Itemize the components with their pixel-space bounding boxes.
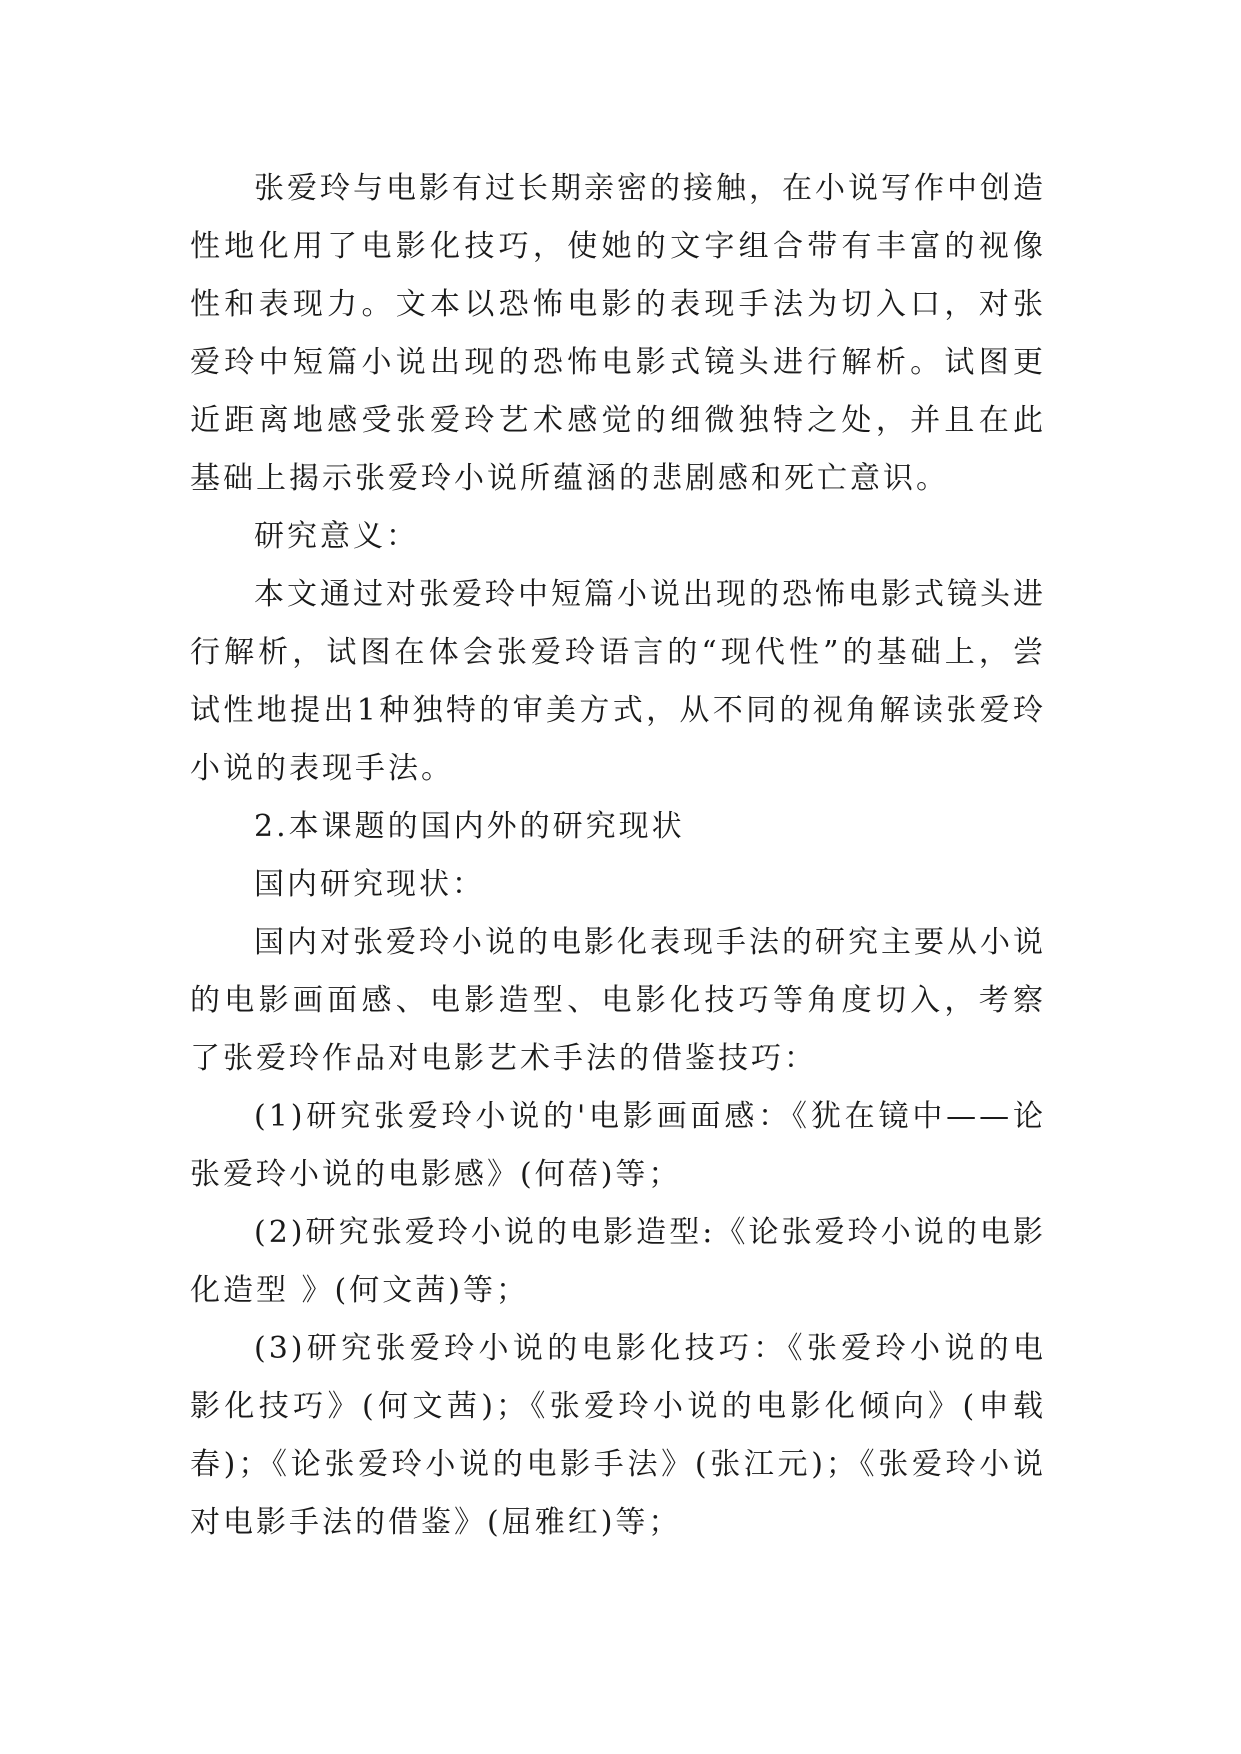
paragraph-domestic-heading: 国内研究现状： — [254, 867, 485, 902]
paragraph-significance: 本文通过对张爱玲中短篇小说出现的恐怖电影式镜头进行解析，试图在体会张爱玲语言的“现代性”的基础上，尝试性地提出1种独特的审美方式，从不同的视角解读张爱玲小说的表现手法。 — [190, 577, 1046, 786]
document-body — [190, 160, 1046, 1552]
paragraph-significance-heading: 研究意义： — [254, 519, 419, 554]
list-item-1: (1)研究张爱玲小说的'电影画面感：《犹在镜中——论张爱玲小说的电影感》(何蓓)等； — [190, 1099, 1046, 1192]
paragraph-intro: 张爱玲与电影有过长期亲密的接触，在小说写作中创造性地化用了电影化技巧，使她的文字组合带有丰富的视像性和表现力。文本以恐怖电影的表现手法为切入口，对张爱玲中短篇小说出现的恐怖电影式镜头进行解析。试图更近距离地感受张爱玲艺术感觉的细微独特之处，并且在此基础上揭示张爱玲小说所蕴涵的悲剧感和死亡意识。 — [190, 171, 1046, 496]
list-item-3: (3)研究张爱玲小说的电影化技巧：《张爱玲小说的电影化技巧》(何文茜)；《张爱玲小说的电影化倾向》(申载春)；《论张爱玲小说的电影手法》(张江元)；《张爱玲小说对电影手法的借鉴》(屈雅红)等； — [190, 1331, 1046, 1540]
paragraph-domestic-overview: 国内对张爱玲小说的电影化表现手法的研究主要从小说的电影画面感、电影造型、电影化技巧等角度切入，考察了张爱玲作品对电影艺术手法的借鉴技巧： — [190, 925, 1046, 1076]
list-item-2: (2)研究张爱玲小说的电影造型:《论张爱玲小说的电影化造型 》(何文茜)等； — [190, 1215, 1046, 1308]
section-heading-research-status: 2.本课题的国内外的研究现状 — [254, 809, 685, 844]
